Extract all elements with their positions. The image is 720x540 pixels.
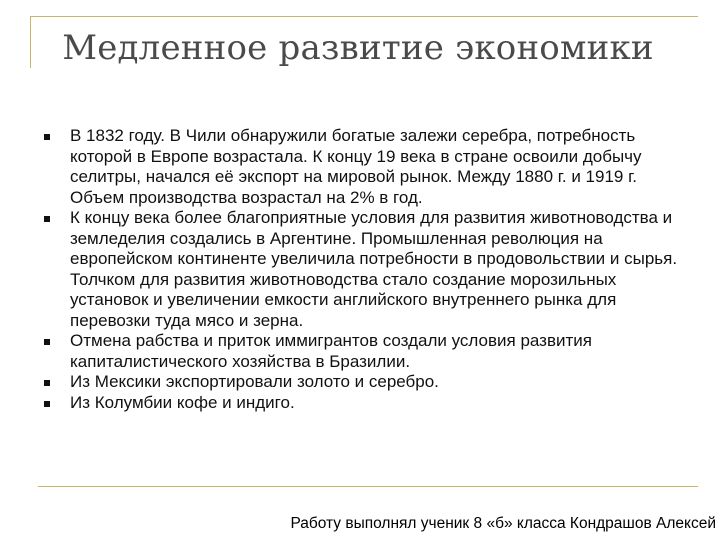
bullet-item-argentina: [40, 208, 680, 331]
bullet-item-chile: [40, 126, 680, 208]
author-footer: Работу выполнял ученик 8 «б» класса Кондрашов Алексей: [290, 515, 716, 532]
bullet-list: [40, 126, 680, 413]
slide-title: Медленное развитие экономики: [62, 28, 654, 68]
bullet-item-brazil: [40, 331, 680, 372]
square-bullet-icon: [44, 380, 50, 386]
frame-top-line: [30, 16, 698, 17]
bullet-text: Из Колумбии кофе и индиго.: [70, 392, 295, 412]
bullet-text: К концу века более благоприятные условия для развития животноводства и земледелия создались в Аргентине. Промышленная революция на европейском континенте увеличила потребности в продовольствии и сырья. Толчком для развития животноводства стало создание морозильных установок и увеличении емкости английского внутреннего рынка для перевозки туда мясо и зерна.: [70, 208, 678, 330]
frame-bottom-line: [38, 486, 698, 487]
bullet-item-colombia: [40, 393, 680, 414]
square-bullet-icon: [44, 339, 50, 345]
square-bullet-icon: [44, 134, 50, 140]
square-bullet-icon: [44, 401, 50, 407]
bullet-text: Отмена рабства и приток иммигрантов создали условия развития капиталистического хозяйства в Бразилии.: [70, 331, 592, 371]
bullet-item-mexico: [40, 372, 680, 393]
frame-left-line: [30, 16, 31, 68]
bullet-text: Из Мексики экспортировали золото и серебро.: [70, 372, 439, 391]
square-bullet-icon: [44, 216, 50, 222]
bullet-text: В 1832 году. В Чили обнаружили богатые залежи серебра, потребность которой в Европе возрастала. К концу 19 века в стране освоили добычу селитры, начался её экспорт на мировой рынок. Между 1880 г. и 1919 г. Объем производства возрастал на 2% в год.: [70, 126, 642, 207]
